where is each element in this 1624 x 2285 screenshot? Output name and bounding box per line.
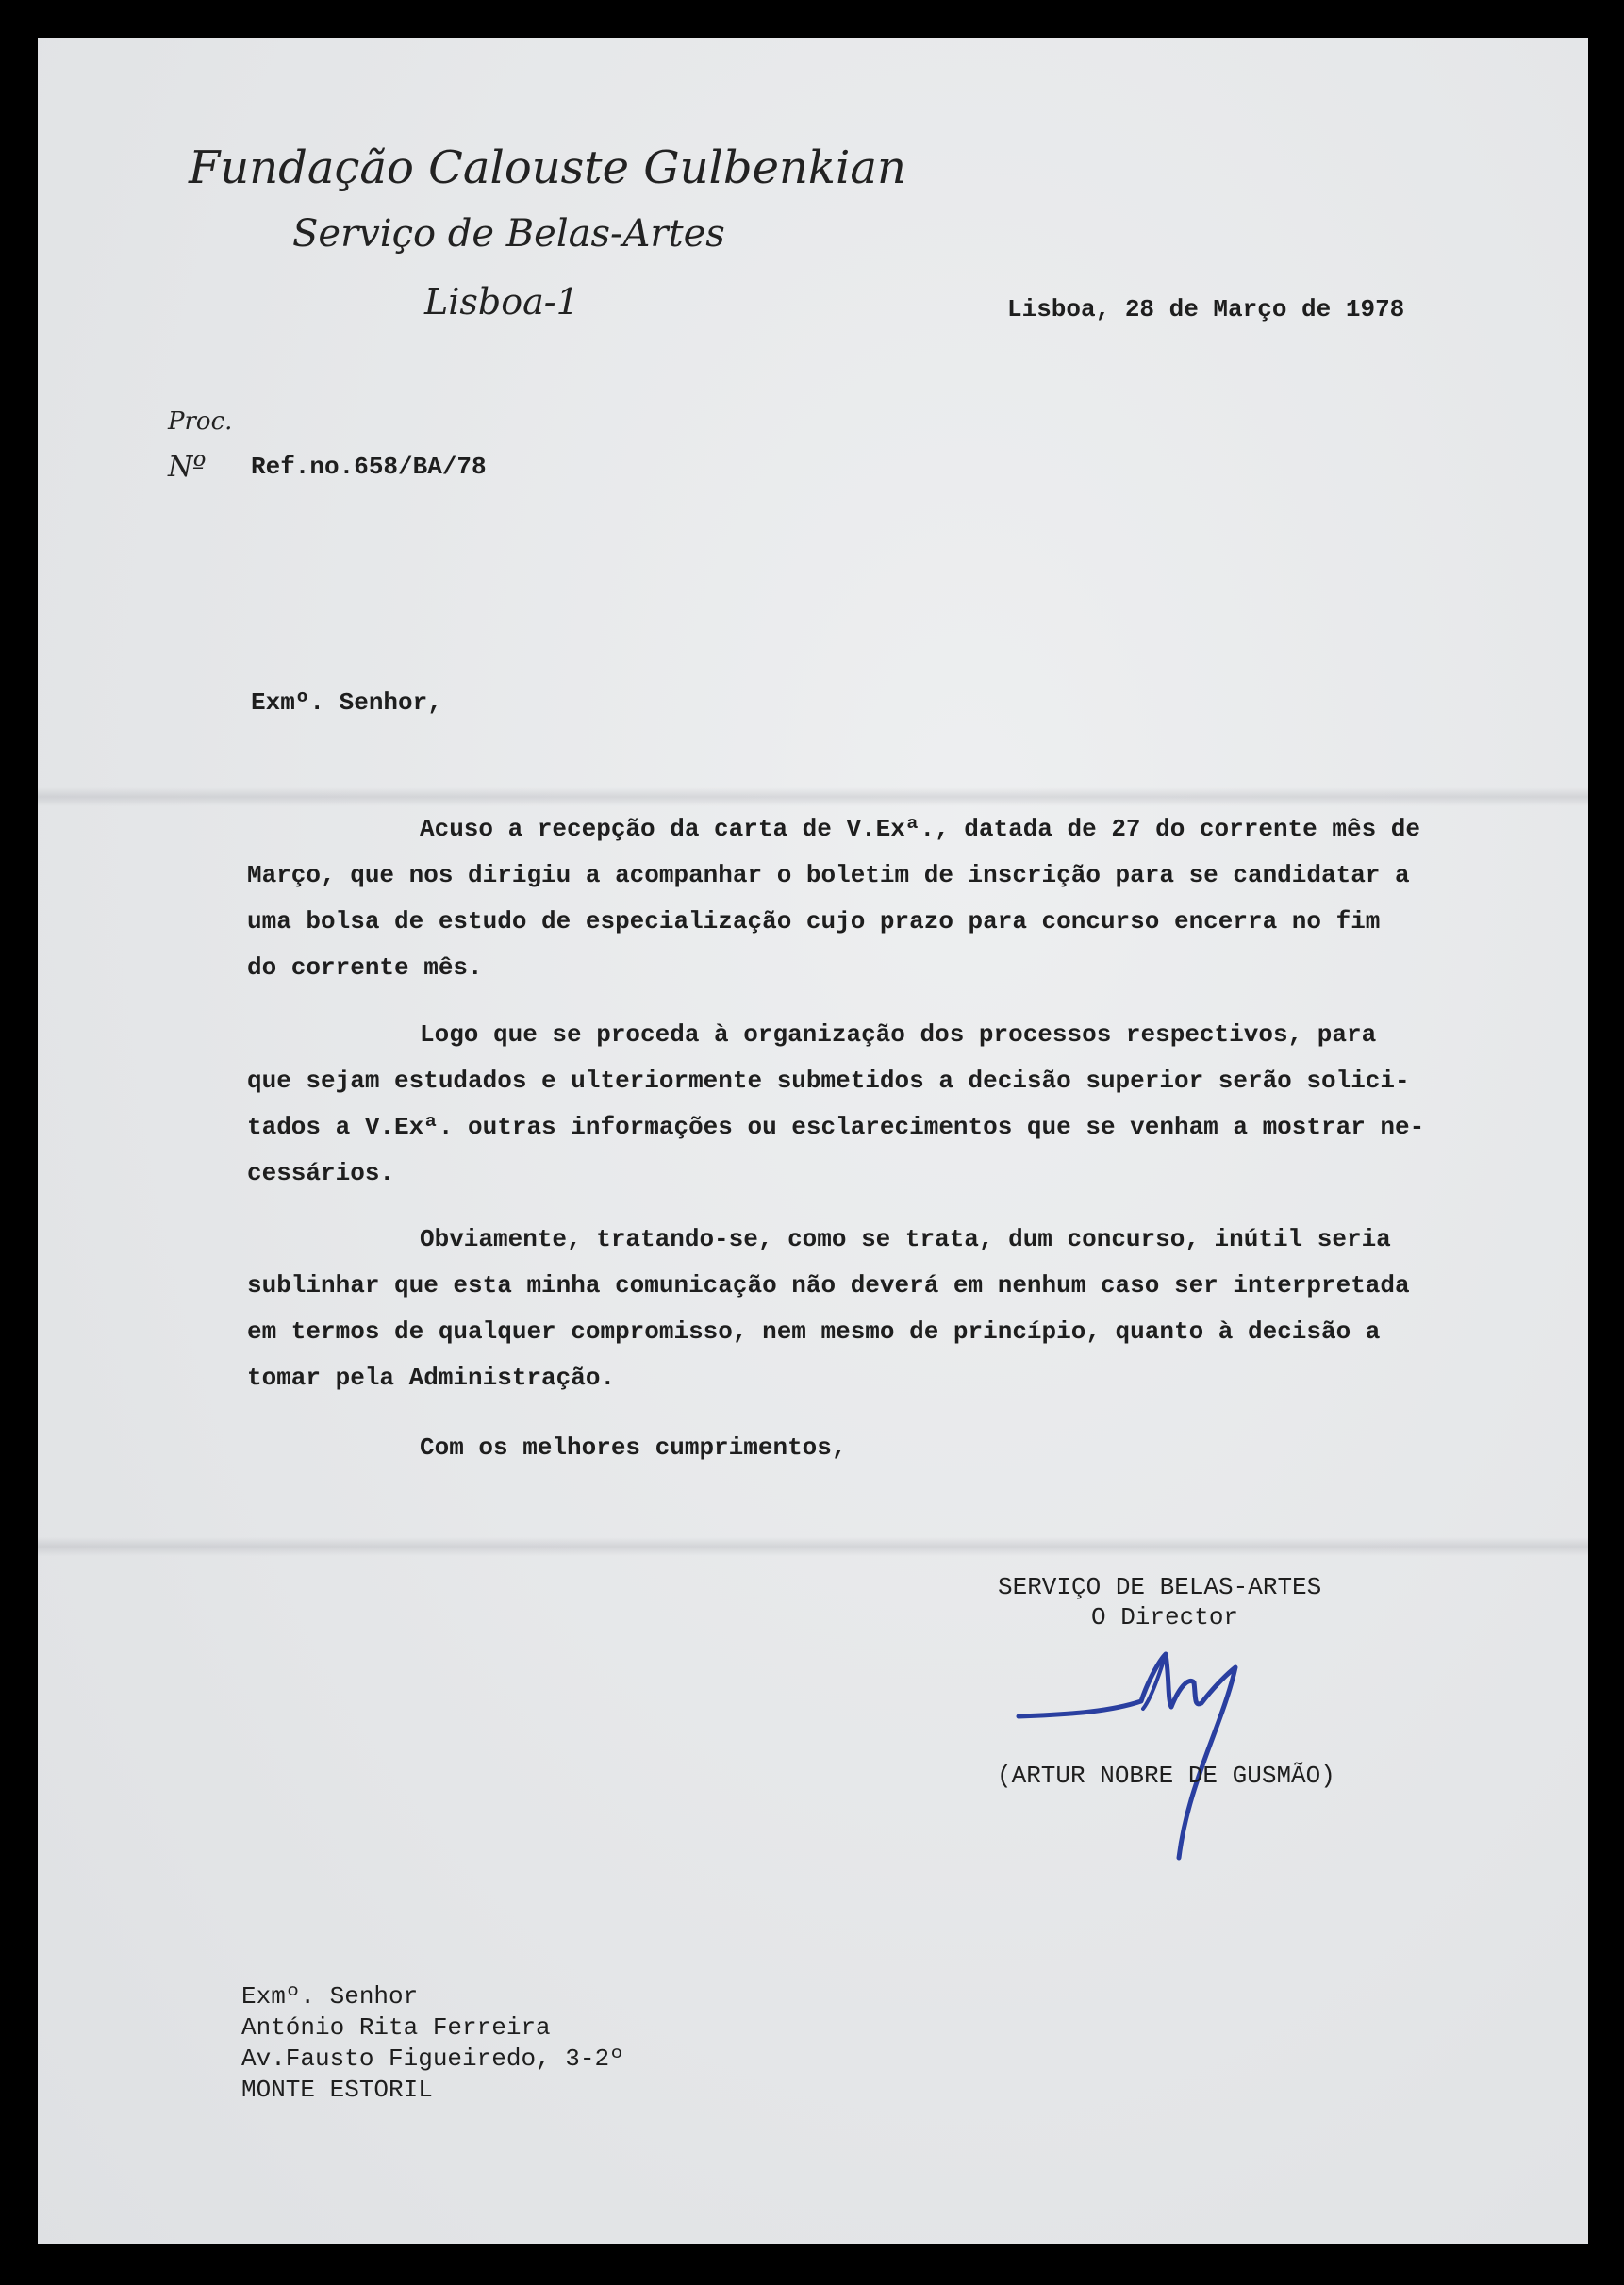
recipient-street: Av.Fausto Figueiredo, 3-2º xyxy=(241,2045,624,2073)
body-paragraph-2 xyxy=(247,1012,1511,1197)
paragraph-line: Obviamente, tratando-se, como se trata, dum concurso, inútil seria xyxy=(420,1225,1391,1253)
body-paragraph-3 xyxy=(247,1217,1511,1401)
recipient-name: António Rita Ferreira xyxy=(241,2013,551,2042)
reference-number: Ref.no.658/BA/78 xyxy=(251,453,487,481)
body-paragraph-1 xyxy=(247,806,1511,991)
signature-title: O Director xyxy=(1091,1603,1239,1631)
letterhead-service: Serviço de Belas-Artes xyxy=(292,212,725,256)
signature-stroke xyxy=(1019,1654,1235,1858)
paragraph-line: cessários. xyxy=(247,1159,395,1187)
paragraph-line: sublinhar que esta minha comunicação não deverá em nenhum caso ser interpretada xyxy=(247,1271,1410,1300)
paragraph-line: tados a V.Exª. outras informações ou esclarecimentos que se venham a mostrar ne- xyxy=(247,1113,1425,1141)
salutation: Exmº. Senhor, xyxy=(251,688,442,717)
paragraph-line: em termos de qualquer compromisso, nem mesmo de princípio, quanto à decisão a xyxy=(247,1317,1381,1346)
paragraph-line: Acuso a recepção da carta de V.Exª., datada de 27 do corrente mês de xyxy=(420,815,1420,843)
handwritten-signature xyxy=(1000,1641,1301,1867)
proc-label: Proc. xyxy=(168,407,233,436)
closing: Com os melhores cumprimentos, xyxy=(420,1433,847,1462)
letter-date: Lisboa, 28 de Março de 1978 xyxy=(1007,295,1405,323)
recipient-city: MONTE ESTORIL xyxy=(241,2076,433,2104)
signatory-name: (ARTUR NOBRE DE GUSMÃO) xyxy=(997,1762,1335,1790)
letterhead-city: Lisboa-1 xyxy=(424,281,579,323)
paragraph-line: que sejam estudados e ulteriormente submetidos a decisão superior serão solici- xyxy=(247,1067,1410,1095)
paragraph-line: Março, que nos dirigiu a acompanhar o boletim de inscrição para se candidatar a xyxy=(247,861,1410,889)
paragraph-line: do corrente mês. xyxy=(247,953,483,982)
number-label: Nº xyxy=(168,451,207,484)
paragraph-line: Logo que se proceda à organização dos processos respectivos, para xyxy=(420,1020,1377,1049)
recipient-salutation: Exmº. Senhor xyxy=(241,1982,419,2011)
paragraph-line: uma bolsa de estudo de especialização cujo prazo para concurso encerra no fim xyxy=(247,907,1381,936)
paragraph-line: tomar pela Administração. xyxy=(247,1364,616,1392)
letterhead-foundation: Fundação Calouste Gulbenkian xyxy=(189,141,906,194)
signature-department: SERVIÇO DE BELAS-ARTES xyxy=(998,1573,1322,1601)
